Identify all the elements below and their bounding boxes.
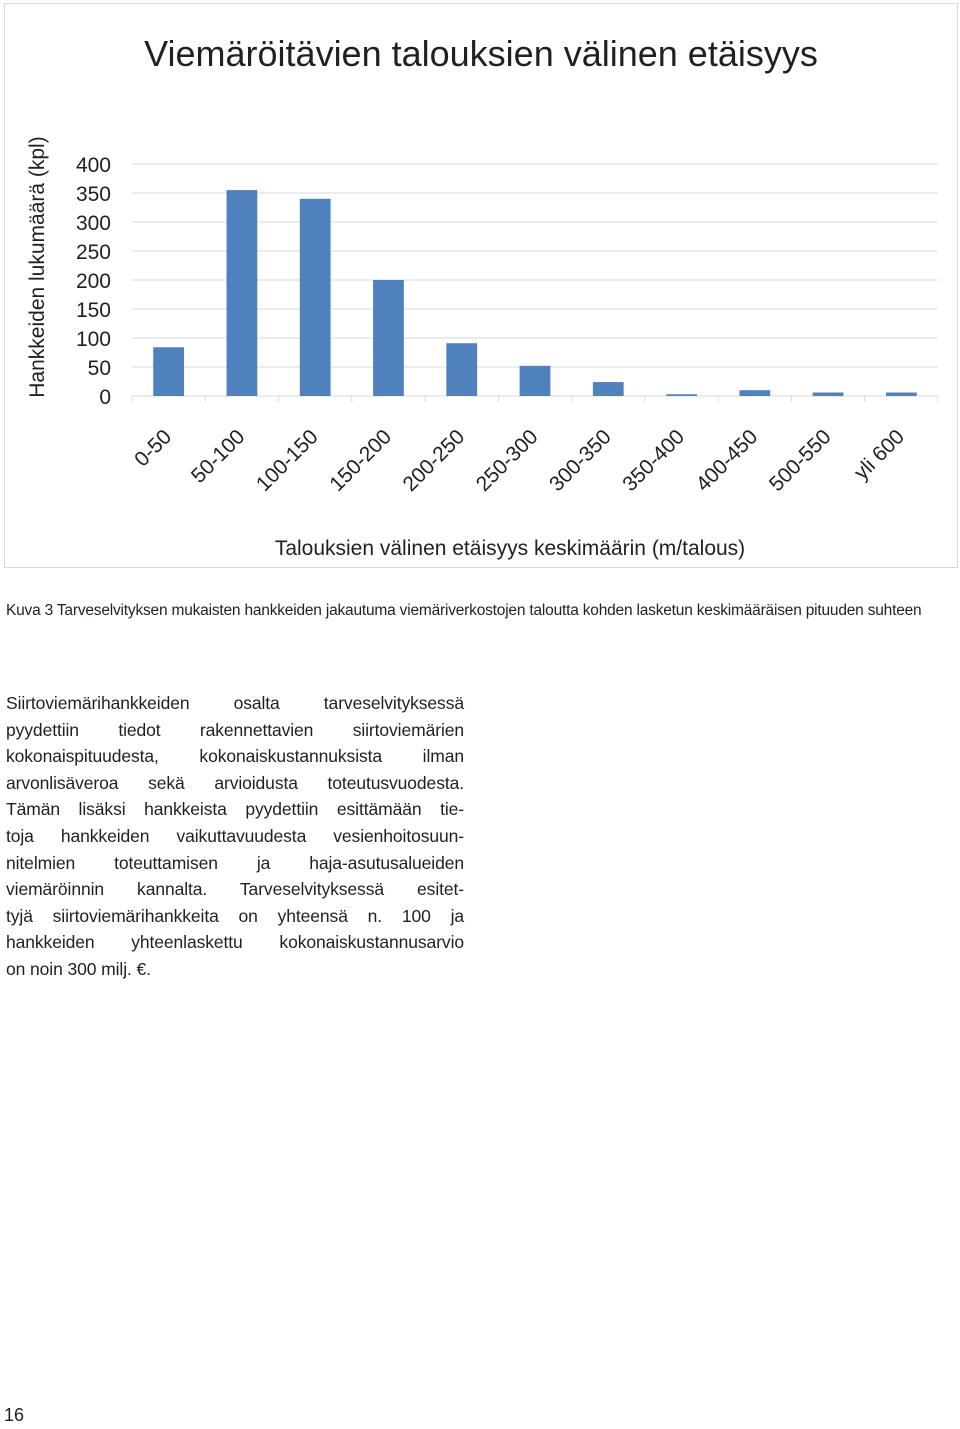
- chart-frame: [4, 3, 958, 568]
- bar: [520, 366, 551, 396]
- paragraph-line: kokonaispituudesta, kokonaiskustannuksista ilman: [6, 746, 464, 767]
- chart-title: Viemäröitävien talouksien välinen etäisyys: [144, 33, 818, 74]
- y-tick-label: 50: [87, 357, 111, 380]
- bar-chart: [5, 4, 959, 569]
- x-tick-label: 400-450: [691, 425, 763, 497]
- paragraph-line: viemäröinnin kannalta. Tarveselvityksessä esitet-: [6, 879, 464, 900]
- x-axis-label: Talouksien välinen etäisyys keskimäärin (m/talous): [274, 537, 746, 560]
- figure-caption: Kuva 3 Tarveselvityksen mukaisten hankkeiden jakautuma viemäriverkostojen taloutta kohden lasketun keskimääräisen pituuden suhteen: [6, 602, 922, 619]
- page-number: 16: [4, 1405, 25, 1425]
- paragraph-line: pyydettiin tiedot rakennettavien siirtoviemärien: [6, 719, 464, 740]
- y-tick-labels: [76, 154, 111, 409]
- x-tick-label: 50-100: [186, 425, 250, 488]
- y-tick-label: 150: [75, 299, 111, 322]
- x-tick-labels: [130, 425, 909, 496]
- bar: [593, 382, 624, 396]
- paragraph-line: on noin 300 milj. €.: [6, 958, 151, 979]
- y-tick-label: 100: [75, 328, 111, 351]
- y-axis-label: Hankkeiden lukumäärä (kpl): [26, 136, 49, 398]
- y-tick-label: 300: [75, 212, 111, 235]
- bars: [153, 190, 917, 396]
- paragraph-line: tyjä siirtoviemärihankkeita on yhteensä n. 100 ja: [6, 905, 464, 926]
- x-tick-label: 500-550: [764, 425, 836, 497]
- bar: [446, 343, 477, 396]
- bar: [227, 190, 258, 396]
- x-tick-label: 0-50: [130, 425, 177, 472]
- y-tick-label: 0: [99, 386, 111, 409]
- x-tick-label: 100-150: [251, 425, 323, 497]
- paragraph-line: arvonlisäveroa sekä arvioidusta toteutusvuodesta.: [6, 772, 464, 793]
- paragraph-line: hankkeiden yhteenlaskettu kokonaiskustannusarvio: [6, 932, 464, 953]
- body-paragraph: [6, 690, 464, 983]
- x-tick-label: 150-200: [325, 425, 396, 497]
- paragraph-line: toja hankkeiden vaikuttavuudesta vesienhoitosuun-: [6, 825, 464, 846]
- bar: [739, 390, 770, 396]
- y-tick-label: 350: [75, 183, 111, 206]
- bar: [373, 280, 404, 396]
- x-tick-label: 250-300: [471, 425, 543, 497]
- bar: [666, 394, 697, 396]
- x-tick-label: 300-350: [545, 425, 616, 497]
- x-tick-label: yli 600: [849, 425, 909, 485]
- bar: [886, 393, 917, 396]
- y-tick-label: 400: [75, 154, 111, 177]
- bar: [153, 347, 184, 396]
- paragraph-line: Siirtoviemärihankkeiden osalta tarveselvityksessä: [6, 693, 464, 713]
- paragraph-line: Tämän lisäksi hankkeista pyydettiin esittämään tie-: [6, 799, 464, 820]
- bar: [300, 199, 331, 396]
- bar: [813, 393, 844, 396]
- x-tick-label: 200-250: [398, 425, 470, 497]
- x-tick-label: 350-400: [618, 425, 690, 497]
- y-tick-label: 200: [75, 270, 111, 293]
- y-tick-label: 250: [75, 241, 111, 264]
- paragraph-line: nitelmien toteuttamisen ja haja-asutusalueiden: [6, 852, 464, 873]
